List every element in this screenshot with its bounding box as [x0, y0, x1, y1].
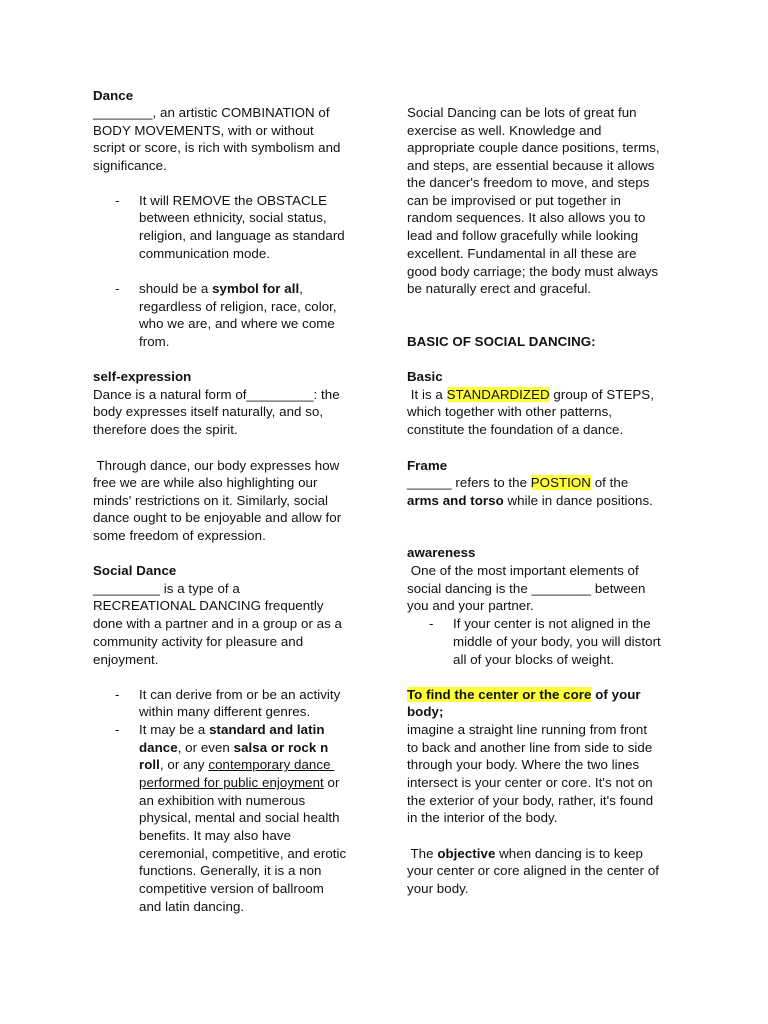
dance-definition-line: significance. [93, 158, 167, 173]
intro-line: appropriate couple dance positions, terms, [407, 140, 660, 155]
social-bullet2-line: dance, or even salsa or rock n [139, 740, 329, 755]
awareness-line: social dancing is the ________ between [407, 581, 646, 596]
intro-line: good body carriage; the body must always [407, 264, 659, 279]
dance-bullet1-line: between ethnicity, social status, [139, 210, 327, 225]
self-expression-line: free we are while also highlighting our [93, 475, 318, 490]
dance-definition-line: BODY MOVEMENTS, with or without [93, 123, 314, 138]
objective-line: The objective when dancing is to keep [407, 846, 643, 861]
awareness-heading: awareness [407, 545, 476, 560]
awareness-bullet-line: If your center is not aligned in the [453, 616, 651, 631]
bullet-dash: - [115, 722, 120, 737]
intro-line: and steps, are essential because it allows [407, 158, 655, 173]
bullet-dash: - [429, 616, 434, 631]
intro-line: Social Dancing can be lots of great fun [407, 105, 637, 120]
intro-line: can be improvised or put together in [407, 193, 621, 208]
highlighted-term: To find the center or the core [407, 687, 592, 702]
social-bullet1-line: It can derive from or be an activity [139, 687, 341, 702]
intro-line: the dancer's freedom to move, and steps [407, 175, 650, 190]
awareness-line: you and your partner. [407, 598, 534, 613]
dance-bullet1-line: It will REMOVE the OBSTACLE [139, 193, 328, 208]
bullet-dash: - [115, 281, 120, 296]
basic-heading: Basic [407, 369, 443, 384]
bullet-dash: - [115, 687, 120, 702]
objective-line: your body. [407, 881, 469, 896]
objective-line: your center or core aligned in the center of [407, 863, 660, 878]
social-bullet2-line: roll, or any contemporary dance [139, 757, 335, 772]
social-bullet2-line: It may be a standard and latin [139, 722, 325, 737]
social-dance-line: RECREATIONAL DANCING frequently [93, 598, 324, 613]
highlighted-term: STANDARDIZED [446, 387, 550, 402]
social-dance-line: _________ is a type of a [93, 581, 240, 596]
social-bullet2-line: an exhibition with numerous [139, 793, 306, 808]
self-expression-line: Through dance, our body expresses how [93, 458, 340, 473]
awareness-line: One of the most important elements of [407, 563, 639, 578]
social-dance-heading: Social Dance [93, 563, 177, 578]
self-expression-line: minds' restrictions on it. Similarly, social [93, 493, 329, 508]
dance-bullet2-line: should be a symbol for all, [139, 281, 303, 296]
basic-line: It is a STANDARDIZED group of STEPS, [407, 387, 654, 402]
self-expression-heading: self-expression [93, 369, 192, 384]
dance-definition-line: script or score, is rich with symbolism and [93, 140, 341, 155]
self-expression-line: dance ought to be enjoyable and allow for [93, 510, 342, 525]
center-line: to back and another line from side to side [407, 740, 653, 755]
basic-line: which together with other patterns, [407, 404, 613, 419]
social-bullet2-line: and latin dancing. [139, 899, 245, 914]
center-line: imagine a straight line running from front [407, 722, 648, 737]
center-heading: body; [407, 704, 444, 719]
social-bullet2-line: benefits. It may also have [139, 828, 292, 843]
dance-bullet2-line: from. [139, 334, 170, 349]
dance-bullet1-line: communication mode. [139, 246, 271, 261]
self-expression-line: some freedom of expression. [93, 528, 266, 543]
social-dance-line: done with a partner and in a group or as a [93, 616, 342, 631]
self-expression-line: therefore does the spirit. [93, 422, 238, 437]
social-bullet2-line: competitive version of ballroom [139, 881, 324, 896]
awareness-bullet-line: middle of your body, you will distort [453, 634, 661, 649]
frame-heading: Frame [407, 458, 448, 473]
basic-social-dancing-heading: BASIC OF SOCIAL DANCING: [407, 334, 596, 349]
social-bullet1-line: within many different genres. [139, 704, 311, 719]
center-heading: To find the center or the core of your [407, 687, 641, 702]
highlighted-term: POSTION [530, 475, 591, 490]
dance-bullet2-line: who we are, and where we come [139, 316, 335, 331]
center-line: through your body. Where the two lines [407, 757, 640, 772]
frame-line: arms and torso while in dance positions. [407, 493, 653, 508]
dance-definition-line: ________, an artistic COMBINATION of [93, 105, 330, 120]
intro-line: random sequences. It also allows you to [407, 210, 646, 225]
center-line: intersect is your center or core. It's not on [407, 775, 653, 790]
basic-line: constitute the foundation of a dance. [407, 422, 624, 437]
intro-line: exercise as well. Knowledge and [407, 123, 602, 138]
social-bullet2-line: performed for public enjoyment or [139, 775, 340, 790]
awareness-bullet-line: all of your blocks of weight. [453, 652, 615, 667]
dance-bullet1-line: religion, and language as standard [139, 228, 345, 243]
bullet-dash: - [115, 193, 120, 208]
center-line: the exterior of your body, rather, it's found [407, 793, 654, 808]
self-expression-line: Dance is a natural form of_________: the [93, 387, 340, 402]
social-bullet2-line: functions. Generally, it is a non [139, 863, 322, 878]
social-dance-line: enjoyment. [93, 652, 159, 667]
frame-line: ______ refers to the POSTION of the [407, 475, 629, 490]
social-bullet2-line: physical, mental and social health [139, 810, 340, 825]
social-dance-line: community activity for pleasure and [93, 634, 304, 649]
social-bullet2-line: ceremonial, competitive, and erotic [139, 846, 347, 861]
intro-line: lead and follow gracefully while looking [407, 228, 639, 243]
dance-heading: Dance [93, 88, 134, 103]
self-expression-line: body expresses itself naturally, and so, [93, 404, 324, 419]
intro-line: excellent. Fundamental in all these are [407, 246, 637, 261]
center-line: in the interior of the body. [407, 810, 558, 825]
dance-bullet2-line: regardless of religion, race, color, [139, 299, 337, 314]
intro-line: be naturally erect and graceful. [407, 281, 592, 296]
